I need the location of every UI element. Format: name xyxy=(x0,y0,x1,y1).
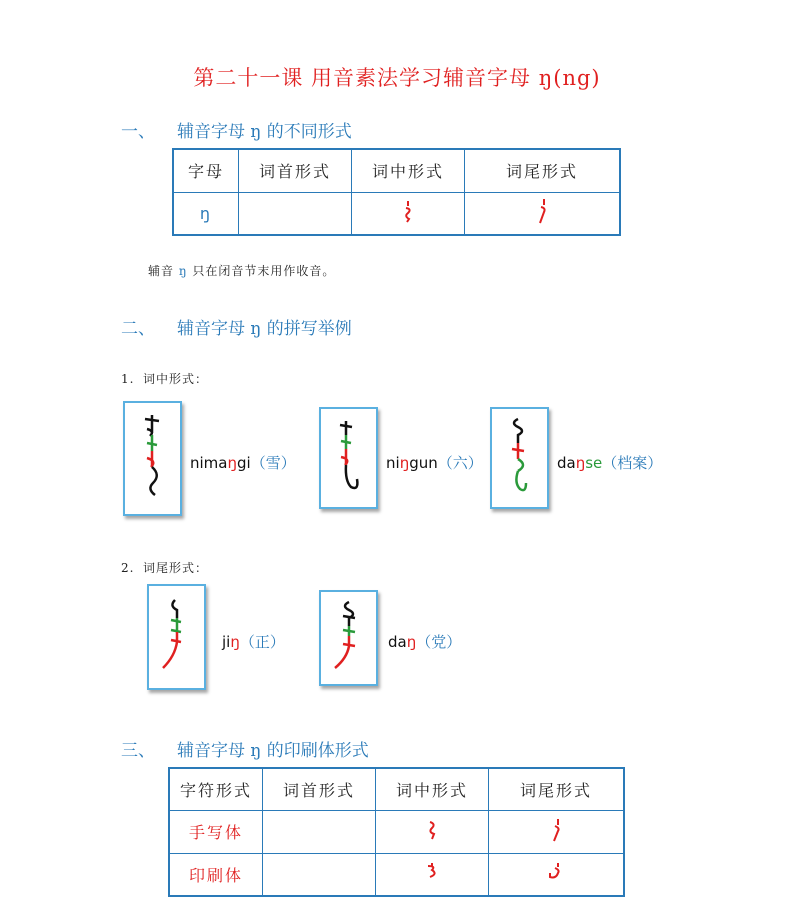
word-part: gi xyxy=(237,454,251,472)
medial-form-cell xyxy=(352,192,465,235)
row-label: 印刷体 xyxy=(169,853,263,896)
medial-form-cell xyxy=(376,810,489,853)
initial-form-cell xyxy=(239,192,352,235)
example-word xyxy=(388,631,461,652)
word-ng: ŋ xyxy=(406,633,417,651)
word-ng: ŋ xyxy=(399,454,410,472)
section-number: 二、 xyxy=(121,319,155,339)
section-heading-2 xyxy=(121,314,352,339)
sub-title: 词中形式： xyxy=(143,372,209,386)
mongolian-word-glyph xyxy=(321,409,376,507)
mongolian-word-glyph xyxy=(149,586,204,688)
word-gloss: （档案） xyxy=(602,454,663,472)
final-form-cell xyxy=(489,810,625,853)
note-letter: ŋ xyxy=(178,264,188,278)
subheading-medial xyxy=(121,370,208,387)
word-gloss: （正） xyxy=(239,633,285,651)
mongolian-word-glyph xyxy=(321,592,376,684)
medial-form-cell xyxy=(376,853,489,896)
note-prefix: 辅音 xyxy=(148,264,179,278)
table-header: 词尾形式 xyxy=(465,149,621,192)
section-heading-3 xyxy=(121,736,369,761)
sub-number: 1. xyxy=(121,372,135,386)
note-text xyxy=(148,262,335,279)
final-form-cell xyxy=(465,192,621,235)
word-part: se xyxy=(585,454,603,472)
subheading-final xyxy=(121,559,208,576)
table-header: 词中形式 xyxy=(376,768,489,810)
medial-form-glyph xyxy=(398,198,418,224)
table-header: 词尾形式 xyxy=(489,768,625,810)
section-title: 辅音字母 ŋ 的印刷体形式 xyxy=(177,741,369,761)
table-header: 字母 xyxy=(173,149,239,192)
word-part: ni xyxy=(386,454,400,472)
word-gloss: （党） xyxy=(416,633,462,651)
sub-title: 词尾形式： xyxy=(143,561,209,575)
example-word xyxy=(386,452,483,473)
word-part: nima xyxy=(190,454,228,472)
mongolian-word-card xyxy=(123,401,182,516)
handwritten-medial-glyph xyxy=(422,818,442,842)
mongolian-word-card xyxy=(490,407,549,509)
table-header: 词首形式 xyxy=(263,768,376,810)
mongolian-word-glyph xyxy=(125,403,180,514)
initial-form-cell xyxy=(263,853,376,896)
initial-form-cell xyxy=(263,810,376,853)
example-word xyxy=(190,452,296,473)
table-header: 词中形式 xyxy=(352,149,465,192)
word-gloss: （雪） xyxy=(250,454,296,472)
word-ng: ŋ xyxy=(227,454,237,472)
word-ng: ŋ xyxy=(575,454,586,472)
table-header: 字符形式 xyxy=(169,768,263,810)
row-label: 手写体 xyxy=(169,810,263,853)
example-word xyxy=(222,631,285,652)
word-ng: ŋ xyxy=(230,633,240,651)
section-number: 三、 xyxy=(121,741,155,761)
word-gloss: （六） xyxy=(437,454,483,472)
word-part: da xyxy=(388,633,407,651)
section-title: 辅音字母 ŋ 的不同形式 xyxy=(177,122,352,142)
final-form-cell xyxy=(489,853,625,896)
mongolian-word-card xyxy=(319,407,378,509)
example-word xyxy=(557,452,662,473)
printed-final-glyph xyxy=(544,859,568,885)
section-number: 一、 xyxy=(121,122,155,142)
note-suffix: 只在闭音节末用作收音。 xyxy=(187,264,336,278)
mongolian-word-card xyxy=(319,590,378,686)
final-form-glyph xyxy=(532,196,552,226)
word-part: ji xyxy=(222,633,231,651)
mongolian-word-glyph xyxy=(492,409,547,507)
section-heading-1 xyxy=(121,117,352,142)
print-forms-table xyxy=(168,767,625,897)
page-title: 第二十一课 用音素法学习辅音字母 ŋ(ng) xyxy=(193,66,601,90)
handwritten-final-glyph xyxy=(546,816,566,844)
table-header: 词首形式 xyxy=(239,149,352,192)
section-title: 辅音字母 ŋ 的拼写举例 xyxy=(177,319,352,339)
sub-number: 2. xyxy=(121,561,135,575)
word-part: gun xyxy=(409,454,438,472)
mongolian-word-card xyxy=(147,584,206,690)
word-part: da xyxy=(557,454,576,472)
letter-cell: ŋ xyxy=(173,192,239,235)
letter-forms-table xyxy=(172,148,621,236)
printed-medial-glyph xyxy=(422,860,442,884)
